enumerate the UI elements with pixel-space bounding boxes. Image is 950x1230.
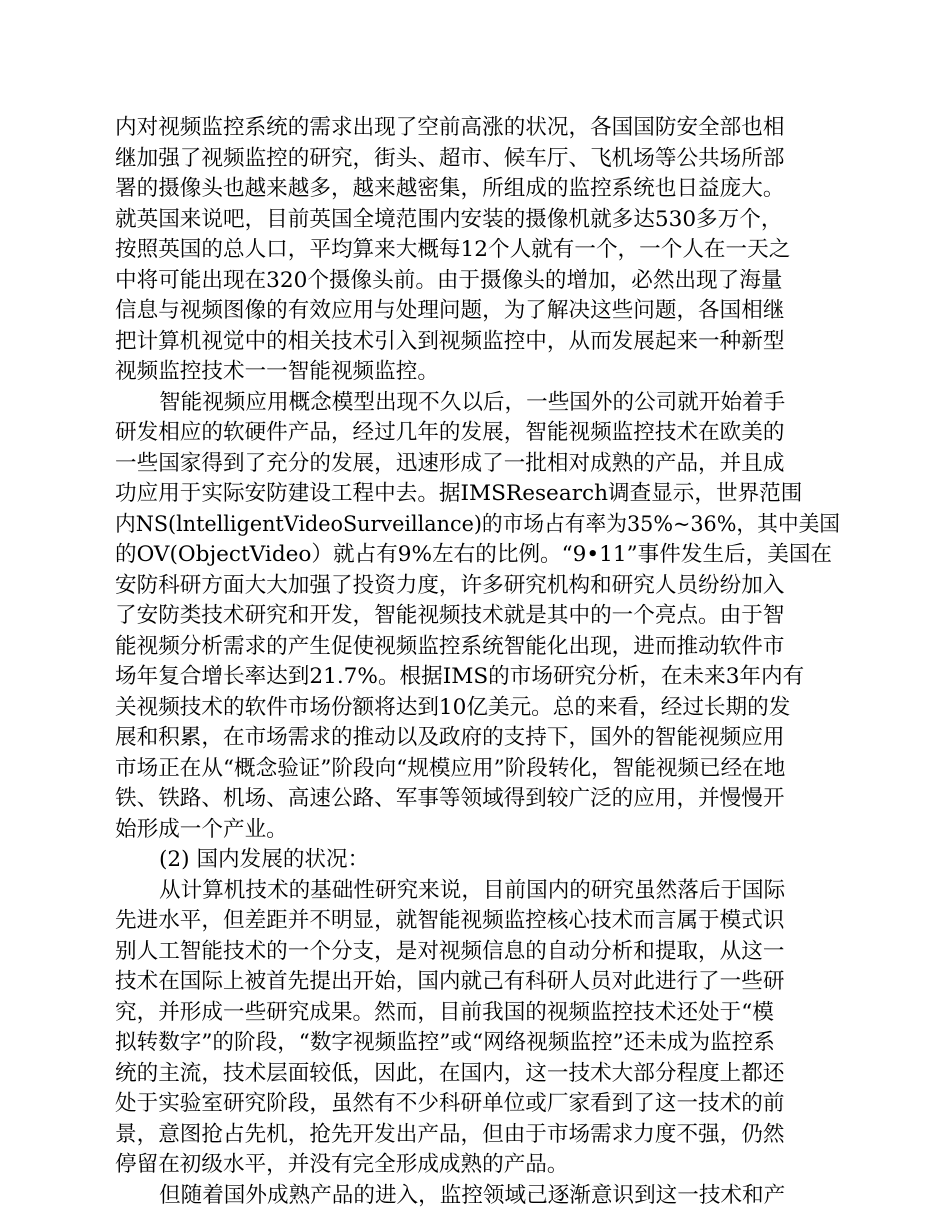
text-line: 先进水平，但差距并不明显，就智能视频监控核心技术而言属于模式识 (115, 908, 785, 933)
text-line: 信息与视频图像的有效应用与处理问题，为了解决这些问题，各国相继 (115, 298, 785, 323)
text-line: 停留在初级水平，并没有完全形成成熟的产品。 (115, 1152, 569, 1177)
text-line: 内对视频监控系统的需求出现了空前高涨的状况，各国国防安全部也相 (115, 115, 785, 140)
text-line: (2) 国内发展的状况： (159, 847, 370, 872)
text-line: 的OV(ObjectVideo）就占有9%左右的比例。“9•11”事件发生后，美国在 (115, 542, 833, 567)
text-line: 铁、铁路、机场、高速公路、军事等领域得到较广泛的应用，并慢慢开 (115, 786, 785, 811)
text-line: 处于实验室研究阶段，虽然有不少科研单位或厂家看到了这一技术的前 (115, 1091, 785, 1116)
text-line: 视频监控技术一一智能视频监控。 (115, 359, 439, 384)
text-line: 一些国家得到了充分的发展，迅速形成了一批相对成熟的产品，并且成 (115, 450, 785, 476)
text-line: 始形成一个产业。 (115, 816, 288, 842)
text-line: 继加强了视频监控的研究，街头、超市、候车厅、飞机场等公共场所部 (115, 145, 785, 171)
text-line: 但随着国外成熟产品的进入，监控领域己逐渐意识到这一技术和产 (159, 1182, 786, 1208)
text-line: 展和积累，在市场需求的推动以及政府的支持下，国外的智能视频应用 (115, 725, 785, 750)
text-line: 能视频分析需求的产生促使视频监控系统智能化出现，进而推动软件市 (115, 633, 785, 659)
text-line: 智能视频应用概念模型出现不久以后，一些国外的公司就开始着手 (159, 389, 786, 415)
text-line: 了安防类技术研究和开发，智能视频技术就是其中的一个亮点。由于智 (115, 603, 785, 628)
text-line: 就英国来说吧，目前英国全境范围内安装的摄像机就多达530多万个， (115, 206, 783, 232)
text-line: 技术在国际上被首先提出开始，国内就己有科研人员对此进行了一些研 (115, 969, 785, 994)
text-line: 究，并形成一些研究成果。然而，目前我国的视频监控技术还处于“模 (115, 999, 774, 1025)
text-line: 功应用于实际安防建设工程中去。据IMSResearch调查显示，世界范围 (115, 481, 803, 506)
text-line: 拟转数字”的阶段，“数字视频监控”或“网络视频监控”还未成为监控系 (115, 1030, 775, 1055)
text-line: 研发相应的软硬件产品，经过几年的发展，智能视频监控技术在欧美的 (115, 420, 785, 445)
text-line: 市场正在从“概念验证”阶段向“规模应用”阶段转化，智能视频已经在地 (115, 755, 786, 781)
body-text (115, 113, 840, 1211)
text-line: 安防科研方面大大加强了投资力度，许多研究机构和研究人员纷纷加入 (115, 572, 785, 598)
text-line: 中将可能出现在320个摄像头前。由于摄像头的增加，必然出现了海量 (115, 267, 783, 293)
text-line: 别人工智能技术的一个分支，是对视频信息的自动分析和提取，从这一 (115, 938, 785, 964)
text-line: 统的主流，技术层面较低，因此，在国内，这一技术大部分程度上都还 (115, 1060, 785, 1086)
text-line: 关视频技术的软件市场份额将达到10亿美元。总的来看，经过长期的发 (115, 694, 791, 720)
text-line: 景，意图抢占先机，抢先开发出产品，但由于市场需求力度不强，仍然 (115, 1121, 785, 1147)
text-line: 场年复合增长率达到21.7%。根据IMS的市场研究分析，在未来3年内有 (115, 664, 805, 689)
text-line: 署的摄像头也越来越多，越来越密集，所组成的监控系统也日益庞大。 (115, 176, 785, 201)
text-line: 按照英国的总人口，平均算来大概每12个人就有一个，一个人在一天之 (115, 237, 791, 262)
text-line: 从计算机技术的基础性研究来说，目前国内的研究虽然落后于国际 (159, 877, 786, 903)
text-line: 把计算机视觉中的相关技术引入到视频监控中，从而发展起来一种新型 (115, 328, 785, 354)
text-line: 内NS(lntelligentVideoSurveillance)的市场占有率为35%~36%，其中美国 (115, 511, 841, 537)
